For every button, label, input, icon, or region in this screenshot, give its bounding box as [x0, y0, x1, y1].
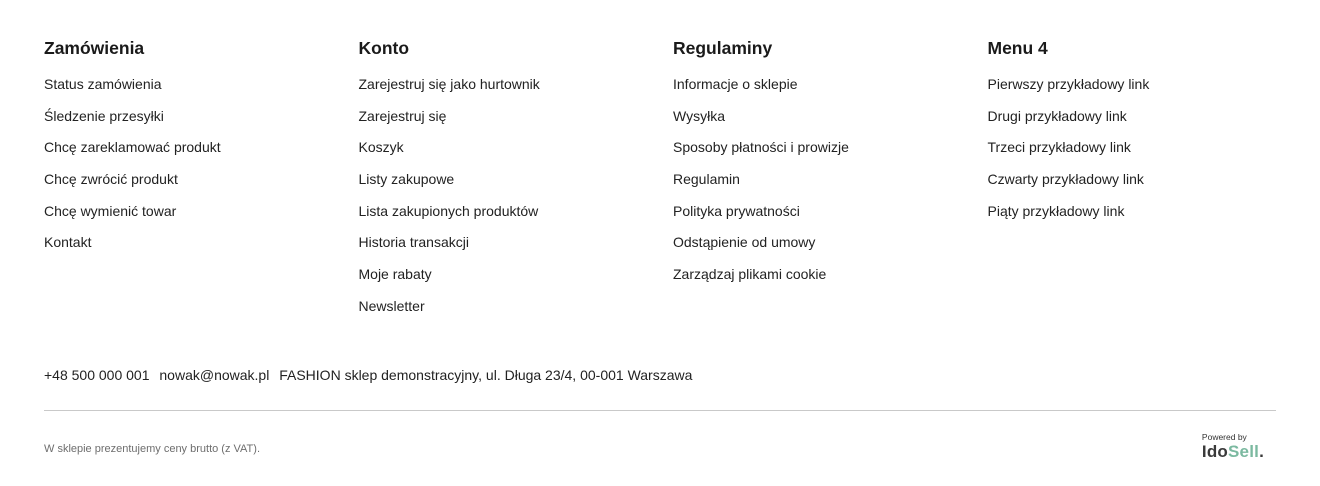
list-item [359, 266, 674, 298]
list-item [44, 203, 359, 235]
list-item [359, 203, 674, 235]
list-item [988, 203, 1303, 235]
link-list [673, 76, 988, 298]
list-item [673, 171, 988, 203]
footer-link-second-sample[interactable]: Drugi przykładowy link [987, 107, 1127, 124]
footer-columns [44, 37, 1276, 330]
vat-note: W sklepie prezentujemy ceny brutto (z VAT). [44, 443, 260, 455]
list-item [988, 171, 1303, 203]
footer-link-complaint[interactable]: Chcę zareklamować produkt [44, 139, 221, 156]
contact-info [44, 367, 698, 384]
list-item [359, 234, 674, 266]
list-item [673, 139, 988, 171]
footer-link-regulations[interactable]: Regulamin [673, 171, 740, 188]
list-item [359, 108, 674, 140]
footer-column-menu4 [988, 37, 1303, 330]
footer-link-third-sample[interactable]: Trzeci przykładowy link [987, 139, 1131, 156]
contact-phone[interactable]: +48 500 000 001 [44, 367, 150, 383]
footer-divider [44, 410, 1276, 411]
column-title: Menu 4 [987, 38, 1048, 58]
powered-by-label: Powered by [1201, 432, 1247, 442]
column-title: Konto [358, 38, 410, 58]
footer-column-account [359, 37, 674, 330]
site-footer [44, 0, 1276, 486]
footer-link-cart[interactable]: Koszyk [358, 139, 404, 156]
footer-link-payment-methods[interactable]: Sposoby płatności i prowizje [673, 139, 849, 156]
footer-link-fifth-sample[interactable]: Piąty przykładowy link [987, 202, 1125, 219]
footer-link-fourth-sample[interactable]: Czwarty przykładowy link [987, 171, 1144, 188]
footer-link-purchased-products[interactable]: Lista zakupionych produktów [358, 202, 539, 219]
list-item [359, 171, 674, 203]
list-item [673, 203, 988, 235]
contact-address: FASHION sklep demonstracyjny, ul. Długa 23/4, 00-001 Warszawa [279, 367, 693, 383]
list-item [44, 108, 359, 140]
powered-by-badge[interactable] [1202, 432, 1264, 462]
footer-link-shopping-lists[interactable]: Listy zakupowe [358, 171, 455, 188]
list-item [988, 139, 1303, 171]
list-item [44, 171, 359, 203]
column-title: Zamówienia [44, 38, 145, 58]
column-title: Regulaminy [673, 38, 773, 58]
footer-link-contact[interactable]: Kontakt [44, 234, 92, 251]
list-item [673, 234, 988, 266]
logo-dot: . [1259, 442, 1264, 461]
footer-link-first-sample[interactable]: Pierwszy przykładowy link [987, 76, 1150, 92]
list-item [673, 108, 988, 140]
list-item [673, 76, 988, 108]
list-item [359, 76, 674, 108]
logo-part-ido: Ido [1201, 442, 1229, 461]
logo-part-sell: Sell [1228, 442, 1260, 461]
list-item [359, 298, 674, 330]
footer-link-shipping[interactable]: Wysyłka [673, 107, 725, 124]
contact-email[interactable]: nowak@nowak.pl [159, 367, 270, 383]
footer-column-terms [673, 37, 988, 330]
link-list [44, 76, 359, 266]
footer-link-my-discounts[interactable]: Moje rabaty [358, 266, 432, 283]
list-item [44, 234, 359, 266]
footer-link-return[interactable]: Chcę zwrócić produkt [44, 171, 178, 188]
list-item [673, 266, 988, 298]
footer-link-register[interactable]: Zarejestruj się [358, 107, 447, 124]
footer-link-newsletter[interactable]: Newsletter [358, 297, 425, 314]
footer-link-store-info[interactable]: Informacje o sklepie [673, 76, 798, 92]
link-list [988, 76, 1303, 234]
footer-link-cookie-settings[interactable]: Zarządzaj plikami cookie [673, 266, 827, 283]
link-list [359, 76, 674, 330]
footer-link-order-status[interactable]: Status zamówienia [44, 76, 162, 92]
footer-link-privacy-policy[interactable]: Polityka prywatności [673, 202, 800, 219]
footer-link-register-wholesaler[interactable]: Zarejestruj się jako hurtownik [358, 76, 540, 92]
footer-link-withdrawal[interactable]: Odstąpienie od umowy [673, 234, 816, 251]
idosell-logo [1202, 442, 1264, 462]
list-item [988, 108, 1303, 140]
footer-link-exchange[interactable]: Chcę wymienić towar [44, 202, 177, 219]
footer-column-orders [44, 37, 359, 330]
list-item [44, 139, 359, 171]
list-item [988, 76, 1303, 108]
footer-link-transaction-history[interactable]: Historia transakcji [358, 234, 469, 251]
list-item [359, 139, 674, 171]
list-item [44, 76, 359, 108]
footer-link-tracking[interactable]: Śledzenie przesyłki [44, 107, 164, 124]
